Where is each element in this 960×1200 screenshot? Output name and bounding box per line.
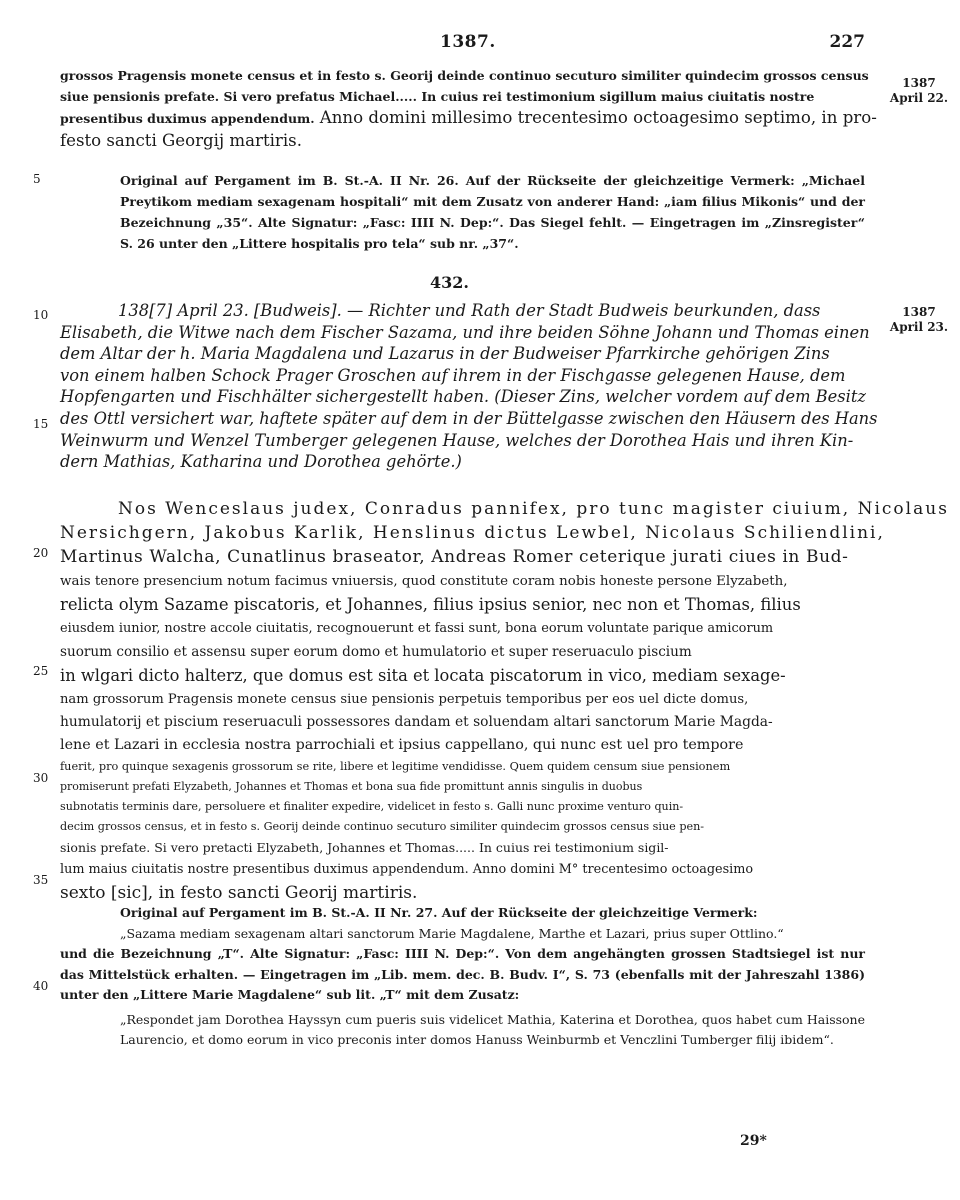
regest-line: Hopfengarten und Fischhälter sichergestellt haben. (Dieser Zins, welcher vordem auf dem Besitz — [60, 387, 866, 407]
line-number: 20 — [33, 546, 49, 560]
note-quote: „Sazama mediam sexagenam altari sanctorum Marie Magdalene, Marthe et Lazari, prius super Ottlino.“ — [120, 925, 784, 941]
charter-line: Nos Wenceslaus judex, Conradus pannifex, pro tunc magister ciuium, Nicolaus — [118, 499, 949, 519]
regest-line: dern Mathias, Katharina und Dorothea gehörte.) — [60, 452, 462, 472]
charter-line: eiusdem iunior, nostre accole ciuitatis, recognouerunt et fassi sunt, bona eorum voluntate parique amicorum — [60, 621, 774, 636]
line-number: 35 — [33, 873, 49, 887]
note-text: und die Bezeichnung „T“. Alte Signatur: „Fasc: IIII N. Dep:“. Von dem angehängten grossen Stadtsiegel ist nur das Mittelstück erhalten. — Eingetragen im „Lib. mem. dec. B. Budv. I“, S. 73 (ebenfalls mit der Jahreszahl 1386) unter den „Littere Marie Magdalene“ sub lit. „T“ mit dem Zusatz: — [60, 946, 865, 1002]
margin-year: 1387 — [902, 305, 936, 319]
regest-line: dem Altar der h. Maria Magdalena und Lazarus in der Budweiser Pfarrkirche gehörigen Zins — [60, 344, 830, 364]
charter-text — [60, 497, 949, 905]
charter-line: relicta olym Sazame piscatoris, et Johannes, filius ipsius senior, nec non et Thomas, filius — [60, 595, 801, 614]
line-number: 25 — [33, 664, 49, 678]
editorial-note: Original auf Pergament im B. St.-A. II Nr. 26. Auf der Rückseite der gleichzeitige Vermerk: „Michael Preytikom mediam sexagenam hospitali“ mit dem Zusatz von anderer Hand: „iam filius Mikonis“ und der Bezeichnung „35“. Alte Signatur: „Fasc: IIII N. Dep:“. Das Siegel fehlt. — Eingetragen im „Zinsregister“ S. 26 unter den „Littere hospitalis pro tela“ sub nr. „37“. — [120, 173, 865, 251]
continuation-text — [60, 66, 877, 151]
line-number: 10 — [33, 308, 49, 322]
document-number: 432. — [430, 273, 469, 292]
regest-line: 138[7] April 23. [Budweis]. — Richter und Rath der Stadt Budweis beurkunden, dass — [118, 301, 821, 320]
margin-year: 1387 — [902, 76, 936, 90]
note-intro: Original auf Pergament im B. St.-A. II Nr. 27. Auf der Rückseite der gleichzeitige Vermerk: — [120, 905, 758, 920]
editorial-note-2 — [60, 903, 865, 1051]
line-number: 30 — [33, 771, 49, 785]
line-number: 5 — [33, 172, 41, 186]
charter-line: sexto [sic], in festo sancti Georij martiris. — [60, 883, 418, 903]
margin-day: April 22. — [889, 91, 949, 105]
margin-date-top — [878, 76, 960, 106]
text-line: presentibus duximus appendendum. — [60, 111, 315, 127]
charter-line: lene et Lazari in ecclesia nostra parrochiali et ipsius cappellano, qui nunc est uel pro tempore — [60, 737, 744, 753]
charter-line: decim grossos census, et in festo s. Georij deinde continuo secuturo similiter quindecim grossos census siue pen- — [60, 820, 705, 833]
charter-line: lum maius ciuitatis nostre presentibus duximus appendendum. Anno domini M° trecentesimo octoagesimo — [60, 862, 754, 877]
charter-line: wais tenore presencium notum facimus vniuersis, quod constitute coram nobis honeste persone Elyzabeth, — [60, 574, 788, 589]
margin-date-regest — [878, 305, 960, 335]
regest-summary — [60, 300, 878, 473]
margin-day: April 23. — [889, 320, 949, 334]
charter-line: subnotatis terminis dare, persoluere et finaliter expedire, videlicet in festo s. Galli nunc proxime venturo quin- — [60, 800, 684, 813]
charter-line: fuerit, pro quinque sexagenis grossorum se rite, libere et legitime vendidisse. Quem quidem censum siue pensionem — [60, 760, 731, 773]
charter-line: nam grossorum Pragensis monete census siue pensionis perpetuis temporibus per eos uel dicte domus, — [60, 692, 749, 707]
regest-line: von einem halben Schock Prager Groschen auf ihrem in der Fischgasse gelegenen Hause, dem — [60, 365, 846, 385]
note-quote: „Respondet jam Dorothea Hayssyn cum pueris suis videlicet Mathia, Katerina et Dorothea, quos habet cum Haissone Laurencio, et domo eorum in vico preconis inter domos Hanuss Weinburmb et Venczlini Tumberger filij ibidem“. — [120, 1011, 865, 1047]
regest-line: Weinwurm und Wenzel Tumberger gelegenen Hause, welches der Dorothea Hais und ihren Kin- — [60, 430, 854, 450]
regest-line: Elisabeth, die Witwe nach dem Fischer Sazama, und ihre beiden Söhne Johann und Thomas einen — [60, 322, 870, 342]
regest-line: des Ottl versichert war, haftete später auf dem in der Büttelgasse zwischen den Häusern des Hans — [60, 408, 878, 428]
charter-line: sionis prefate. Si vero pretacti Elyzabeth, Johannes et Thomas..... In cuius rei testimonium sigil- — [60, 840, 669, 855]
charter-line: humulatorij et piscium reseruaculi possessores dandam et soluendam altari sanctorum Marie Magda- — [60, 714, 773, 730]
page-number: 227 — [829, 32, 865, 52]
charter-line: in wlgari dicto halterz, que domus est sita et locata piscatorum in vico, mediam sexage- — [60, 666, 786, 685]
page-header — [60, 32, 865, 56]
text-line: grossos Pragensis monete census et in festo s. Georij deinde continuo secuturo similiter quindecim grossos census — [60, 68, 869, 83]
charter-line: suorum consilio et assensu super eorum domo et humulatorio et super reseruaculo piscium — [60, 644, 692, 660]
text-line: Anno domini millesimo trecentesimo octoagesimo septimo, in pro- — [319, 108, 877, 128]
charter-line: promiserunt prefati Elyzabeth, Johannes et Thomas et bona sua fide promittunt annis singulis in duobus — [60, 780, 643, 793]
header-year: 1387. — [440, 32, 496, 52]
line-number: 15 — [33, 417, 49, 431]
charter-line: Nersichgern, Jakobus Karlik, Henslinus dictus Lewbel, Nicolaus Schiliendlini, — [60, 523, 885, 543]
text-line: siue pensionis prefate. Si vero prefatus Michael..... In cuius rei testimonium sigillum maius ciuitatis nostre — [60, 88, 815, 104]
line-number: 40 — [33, 979, 49, 993]
text-line: festo sancti Georgij martiris. — [60, 130, 302, 150]
signature-mark: 29* — [740, 1133, 767, 1149]
charter-line: Martinus Walcha, Cunatlinus braseator, Andreas Romer ceterique jurati ciues in Bud- — [60, 547, 849, 567]
